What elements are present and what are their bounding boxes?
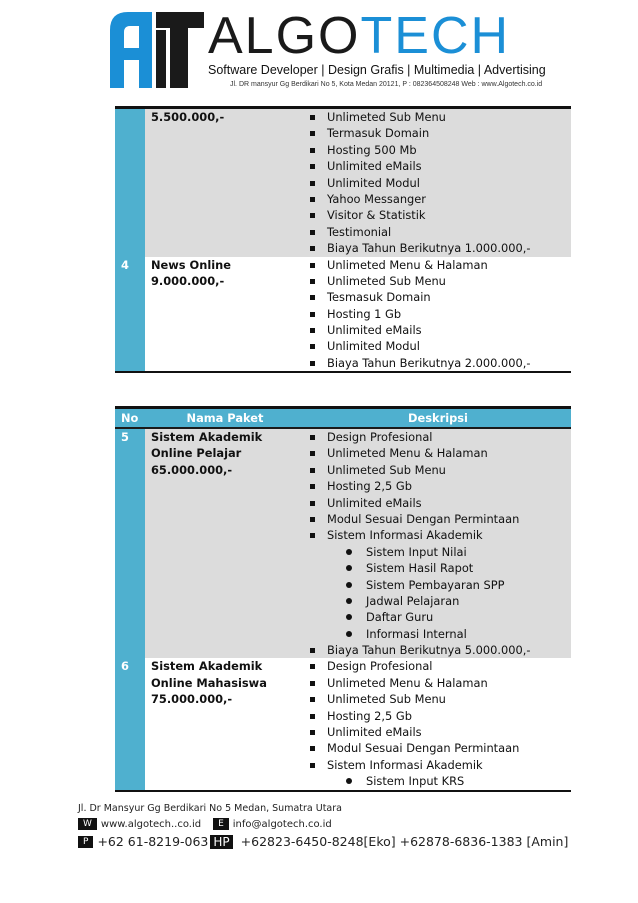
header-address: Jl. DR mansyur Gg Berdikari No 5, Kota Medan 20121, P : 082364508248 Web : www.Algotech.co.id: [230, 81, 543, 88]
feature-item: Sistem Informasi Akademik: [305, 757, 571, 773]
algotech-logo-icon: [106, 8, 206, 90]
package-name: Sistem Akademik: [151, 430, 263, 444]
feature-item: Unlimeted Sub Menu: [305, 691, 571, 707]
footer: [78, 803, 568, 849]
feature-item: Testimonial: [305, 224, 571, 240]
package-table: [115, 406, 571, 792]
table-body: [115, 109, 571, 371]
hp-tag: HP: [210, 835, 232, 849]
table-row: [115, 109, 571, 257]
row-number: 5: [115, 429, 145, 658]
footer-contact-phone: [78, 834, 568, 849]
header-package-name: Nama Paket: [186, 411, 264, 425]
package-name: Online Mahasiswa: [151, 675, 267, 690]
feature-item: Unlimited eMails: [305, 158, 571, 174]
phone-tag: P: [78, 836, 93, 848]
package-name: News Online: [151, 257, 231, 272]
feature-item: Unlimited eMails: [305, 322, 571, 338]
package-price: 65.000.000,-: [151, 462, 233, 477]
row-number: [115, 109, 145, 257]
row-number: 4: [115, 257, 145, 372]
letterhead: [0, 0, 638, 100]
table-row: [115, 658, 571, 789]
feature-item: Unlimited eMails: [305, 495, 571, 511]
feature-item: Hosting 2,5 Gb: [305, 478, 571, 494]
package-price: 75.000.000,-: [151, 692, 233, 707]
feature-item: Termasuk Domain: [305, 125, 571, 141]
package-table-continued: [115, 106, 571, 373]
feature-item: Tesmasuk Domain: [305, 289, 571, 305]
feature-item: Hosting 2,5 Gb: [305, 708, 571, 724]
package-name: Sistem Akademik: [151, 659, 263, 674]
feature-item: Design Profesional: [305, 429, 571, 445]
table-row: [115, 429, 571, 658]
description-cell: [305, 109, 571, 257]
package-name-cell: [145, 658, 305, 789]
header-description: Deskripsi: [408, 411, 468, 425]
feature-item: Unlimited Modul: [305, 175, 571, 191]
feature-item: Design Profesional: [305, 658, 571, 674]
feature-item: Hosting 500 Mb: [305, 142, 571, 158]
feature-item: Visitor & Statistik: [305, 207, 571, 223]
footer-website-link[interactable]: www.algotech..co.id: [100, 818, 202, 830]
sub-feature-item: Jadwal Pelajaran: [305, 593, 571, 609]
description-cell: [305, 658, 571, 789]
tagline: Software Developer | Design Grafis | Multimedia | Advertising: [208, 63, 546, 77]
footer-mobile-numbers: +62823-6450-8248[Eko] +62878-6836-1383 [Amin]: [240, 834, 569, 849]
table-bottom-rule: [115, 790, 571, 792]
sub-feature-item: Sistem Input KRS: [305, 773, 571, 789]
feature-item: Unlimited eMails: [305, 724, 571, 740]
package-price: 9.000.000,-: [151, 273, 225, 288]
table-body: [115, 429, 571, 790]
row-number: 6: [115, 658, 145, 789]
sub-feature-item: Daftar Guru: [305, 609, 571, 625]
table-row: [115, 257, 571, 372]
sub-feature-item: Sistem Pembayaran SPP: [305, 577, 571, 593]
feature-item: Unlimeted Menu & Halaman: [305, 445, 571, 461]
sub-feature-item: Sistem Hasil Rapot: [305, 560, 571, 576]
header-no: No: [121, 411, 139, 425]
footer-email-link[interactable]: info@algotech.co.id: [232, 818, 332, 830]
description-cell: [305, 429, 571, 658]
feature-item: Hosting 1 Gb: [305, 306, 571, 322]
feature-item: Biaya Tahun Berikutnya 1.000.000,-: [305, 240, 571, 256]
web-tag: W: [78, 818, 97, 830]
feature-item: Unlimeted Menu & Halaman: [305, 675, 571, 691]
feature-item: Yahoo Messanger: [305, 191, 571, 207]
brand-name: ALGOTECH: [208, 7, 511, 65]
package-price: 5.500.000,-: [151, 110, 225, 124]
feature-item: Unlimeted Sub Menu: [305, 273, 571, 289]
feature-item: Unlimeted Sub Menu: [305, 109, 571, 125]
description-cell: [305, 257, 571, 372]
feature-item: Biaya Tahun Berikutnya 5.000.000,-: [305, 642, 571, 658]
sub-feature-item: Sistem Input Nilai: [305, 544, 571, 560]
feature-item: Unlimeted Sub Menu: [305, 462, 571, 478]
sub-feature-item: Informasi Internal: [305, 626, 571, 642]
package-name-cell: [145, 429, 305, 658]
feature-item: Modul Sesuai Dengan Permintaan: [305, 511, 571, 527]
package-name-cell: [145, 257, 305, 372]
package-name-cell: [145, 109, 305, 257]
footer-contact-web-email: [78, 818, 568, 830]
table-header-row: [115, 409, 571, 429]
footer-phone: +62 61-8219-063: [97, 834, 209, 849]
feature-item: Modul Sesuai Dengan Permintaan: [305, 740, 571, 756]
feature-item: Biaya Tahun Berikutnya 2.000.000,-: [305, 355, 571, 371]
package-name: Online Pelajar: [151, 446, 242, 461]
feature-item: Unlimeted Menu & Halaman: [305, 257, 571, 273]
feature-item: Unlimited Modul: [305, 338, 571, 354]
table-bottom-rule: [115, 371, 571, 373]
footer-address: Jl. Dr Mansyur Gg Berdikari No 5 Medan, Sumatra Utara: [78, 803, 342, 814]
feature-item: Sistem Informasi Akademik: [305, 527, 571, 543]
email-tag: E: [213, 818, 229, 830]
